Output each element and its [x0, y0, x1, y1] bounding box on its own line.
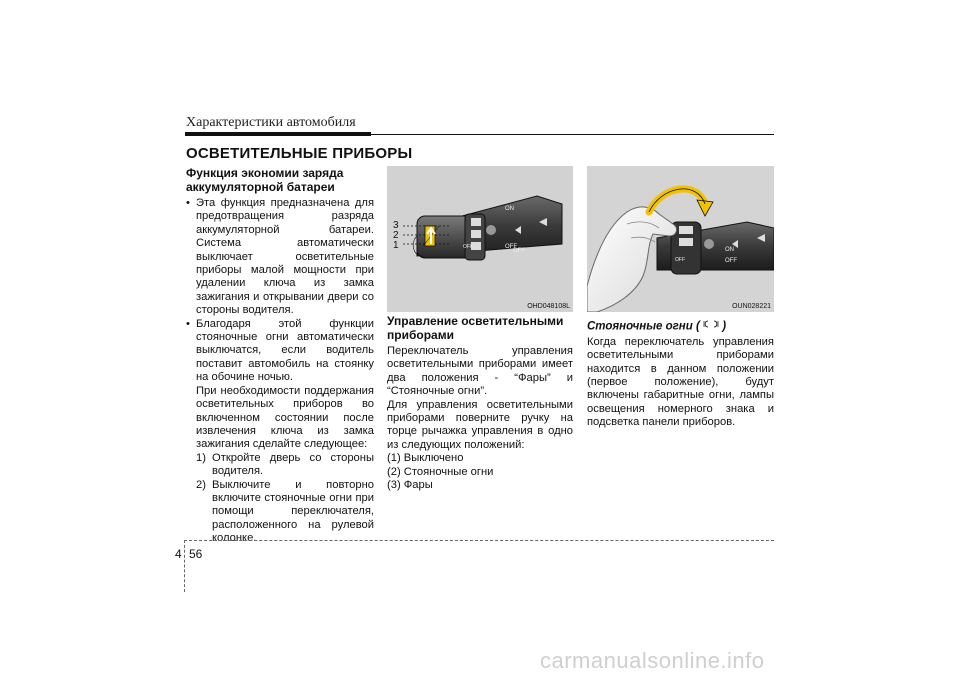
page-number: 56: [189, 547, 203, 561]
on-label: ON: [725, 247, 734, 253]
off-label: OFF: [725, 258, 737, 264]
step-number: 2): [196, 478, 206, 491]
light-switch-illustration: [387, 166, 573, 312]
paragraph: Когда переключатель управления осветительными приборами находится в данном положении (первое положение), будут включены габаритные огни, лампы освещения номерного знака и подсветка панели приборов.: [587, 335, 774, 429]
svg-text:OFF: OFF: [463, 244, 473, 250]
position-label-1: 1: [393, 240, 399, 251]
watermark: carmanualsonline.info: [540, 648, 765, 673]
figure-code: OHD048108L: [527, 303, 570, 310]
paragraph: Переключатель управления осветительными приборами имеет два положения - “Фары” и “Стояночные огни”.: [387, 345, 573, 398]
hand-rotating-switch-illustration: [587, 166, 774, 312]
position-label-3: 3: [393, 220, 399, 231]
step-text: Выключите и повторно включите стояночные огни при помощи переключателя, расположенного на рулевой колонке.: [212, 478, 374, 545]
chapter-number: 4: [175, 547, 182, 561]
instruction-paragraph: При необходимости поддержания осветительных приборов во включенном состоянии после извлечения ключа из замка зажигания сделайте следующее:: [196, 384, 374, 451]
on-label: ON: [505, 206, 514, 212]
off-label: OFF: [513, 248, 525, 254]
figure-code: OUN028221: [732, 303, 771, 310]
position-list-item: (3) Фары: [387, 479, 433, 492]
position-list-item: (1) Выключено: [387, 452, 464, 465]
step-number: 1): [196, 451, 206, 464]
header-rule-thick: [185, 132, 371, 136]
paragraph: Для управления осветительными приборами поверните ручку на торце рычажка управления в одно из следующих положений:: [387, 398, 573, 451]
parking-light-icon: [703, 319, 719, 334]
svg-text:OFF: OFF: [675, 257, 685, 263]
bullet-item: • Эта функция предназначена для предотвращения разряда аккумуляторной батареи. Система автоматически выключает осветительные приборы малой мощности при удалении ключа из замка зажигания и открывании двери со стороны водителя.: [186, 197, 374, 318]
column-light-control: [387, 315, 573, 492]
figure-light-switch-positions: [387, 166, 573, 312]
column-battery-saver: [186, 167, 374, 546]
light-control-heading: Управление осветительными приборами: [387, 314, 564, 342]
step-item: [186, 479, 374, 546]
column-parking-lights: [587, 319, 774, 430]
parking-lights-heading: [587, 319, 774, 334]
step-text: Откройте дверь со стороны водителя.: [212, 451, 374, 478]
step-item: [186, 452, 374, 479]
footer-rule: [184, 540, 774, 541]
header-rule-thin: [371, 134, 774, 135]
figure-parking-lights-switch: [587, 166, 774, 312]
section-title: ОСВЕТИТЕЛЬНЫЕ ПРИБОРЫ: [186, 145, 413, 162]
heading-text: ): [722, 320, 727, 333]
battery-saver-heading: Функция экономии заряда аккумуляторной батареи: [186, 166, 344, 194]
footer-vertical-rule: [184, 540, 185, 592]
position-label-2: 2: [393, 230, 399, 241]
position-list-item: (2) Стояночные огни: [387, 465, 494, 478]
heading-text: Стояночные огни (: [587, 320, 700, 333]
off-label: OFF: [505, 244, 517, 250]
header-title: Характеристики автомобиля: [186, 115, 356, 130]
bullet-item: • Благодаря этой функции стояночные огни автоматически выключатся, если водитель поставит автомобиль на стоянку на обочине ночью.: [186, 318, 374, 385]
